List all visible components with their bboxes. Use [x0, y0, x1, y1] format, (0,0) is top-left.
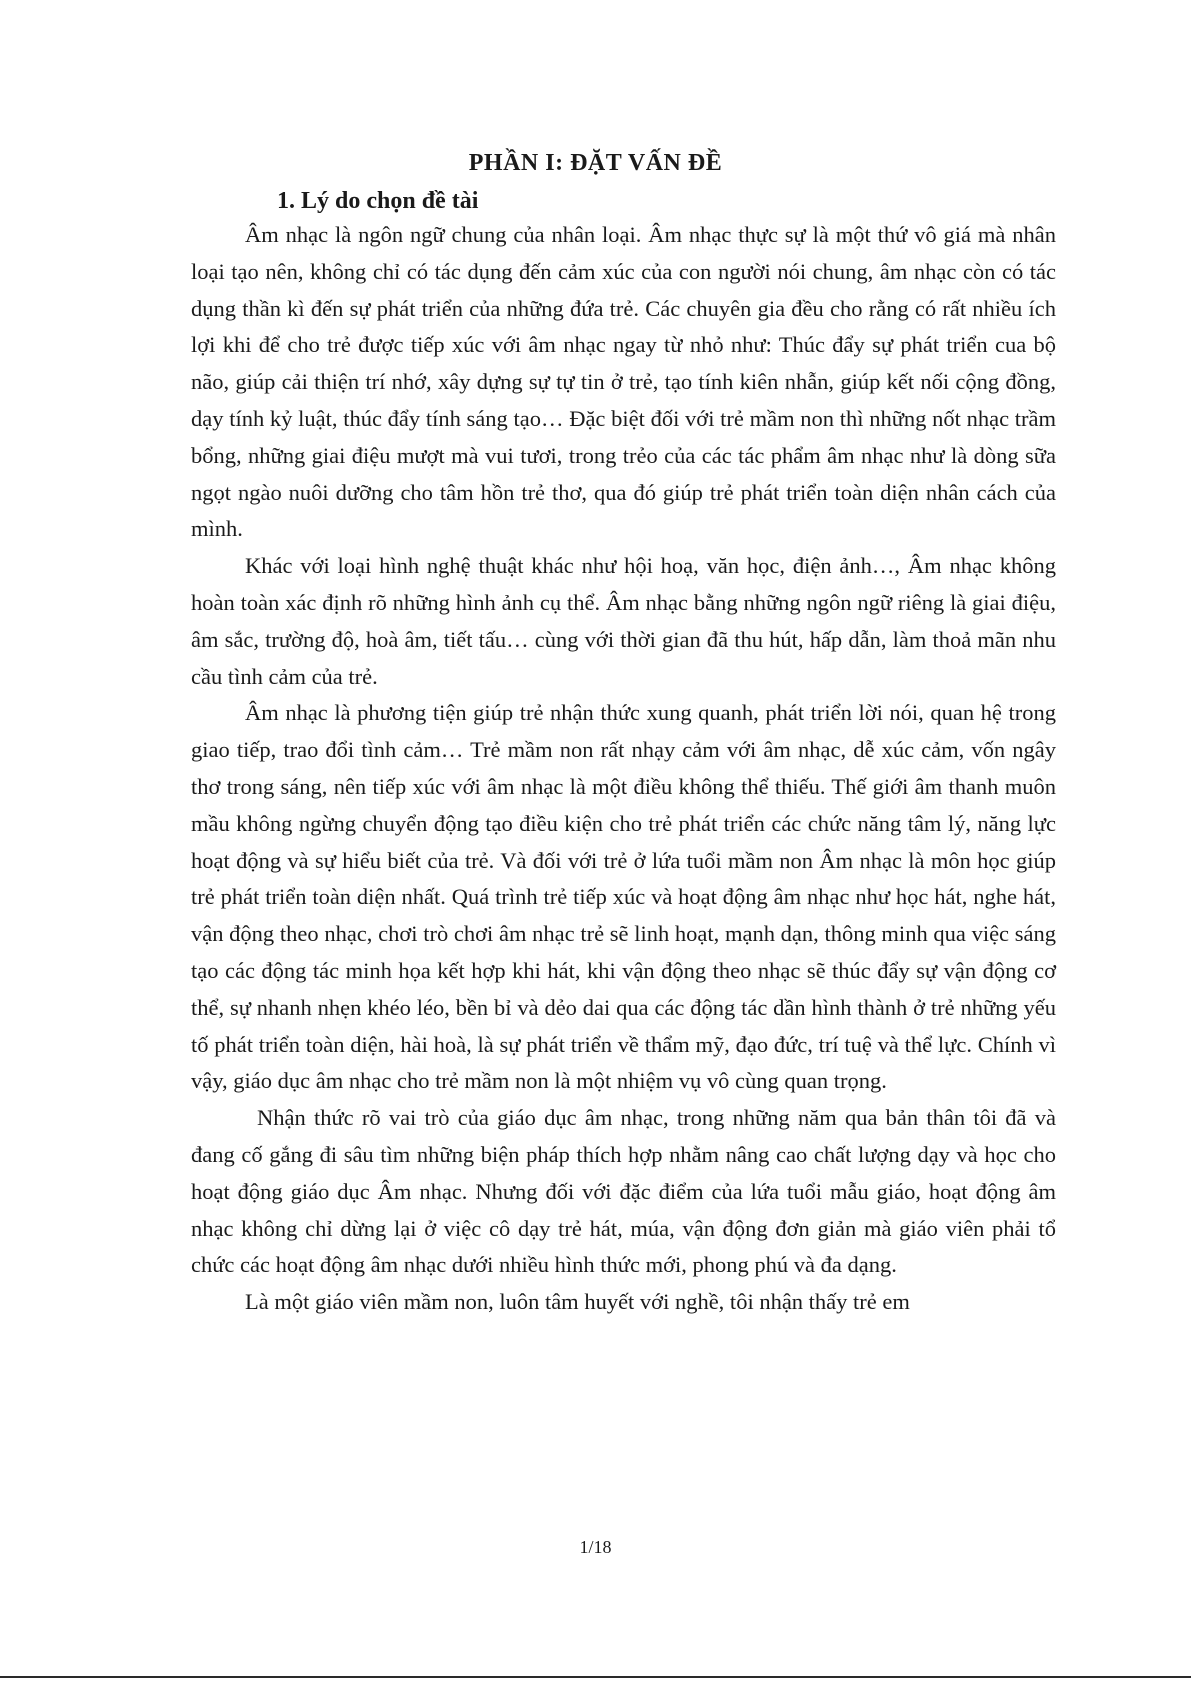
section-title: 1. Lý do chọn đề tài	[277, 188, 479, 214]
body-text	[191, 217, 1056, 1321]
paragraph: Âm nhạc là ngôn ngữ chung của nhân loại. Âm nhạc thực sự là một thứ vô giá mà nhân loại tạo nên, không chỉ có tác dụng đến cảm xúc của con người nói chung, âm nhạc còn có tác dụng thần kì đến sự phát triển của những đứa trẻ. Các chuyên gia đều cho rằng có rất nhiều ích lợi khi để cho trẻ được tiếp xúc với âm nhạc ngay từ nhỏ như: Thúc đẩy sự phát triển cua bộ não, giúp cải thiện trí nhớ, xây dựng sự tự tin ở trẻ, tạo tính kiên nhẫn, giúp kết nối cộng đồng, dạy tính kỷ luật, thúc đẩy tính sáng tạo… Đặc biệt đối với trẻ mầm non thì những nốt nhạc trầm bổng, những giai điệu mượt mà vui tươi, trong trẻo của các tác phẩm âm nhạc như là dòng sữa ngọt ngào nuôi dưỡng cho tâm hồn trẻ thơ, qua đó giúp trẻ phát triển toàn diện nhân cách của mình.	[191, 222, 1056, 542]
paragraph: Là một giáo viên mầm non, luôn tâm huyết với nghề, tôi nhận thấy trẻ em	[245, 1289, 910, 1315]
paragraph: Khác với loại hình nghệ thuật khác như hội hoạ, văn học, điện ảnh…, Âm nhạc không hoàn toàn xác định rõ những hình ảnh cụ thể. Âm nhạc bằng những ngôn ngữ riêng là giai điệu, âm sắc, trường độ, hoà âm, tiết tấu… cùng với thời gian đã thu hút, hấp dẫn, làm thoả mãn nhu cầu tình cảm của trẻ.	[191, 553, 1056, 689]
page-number: 1/18	[579, 1537, 612, 1557]
paragraph: Nhận thức rõ vai trò của giáo dục âm nhạc, trong những năm qua bản thân tôi đã và đang cố gắng đi sâu tìm những biện pháp thích hợp nhằm nâng cao chất lượng dạy và học cho hoạt động giáo dục Âm nhạc. Nhưng đối với đặc điểm của lứa tuổi mẫu giáo, hoạt động âm nhạc không chỉ dừng lại ở việc cô dạy trẻ hát, múa, vận động đơn giản mà giáo viên phải tổ chức các hoạt động âm nhạc dưới nhiều hình thức mới, phong phú và đa dạng.	[191, 1105, 1056, 1278]
bottom-edge-line	[0, 1676, 1191, 1678]
part-heading: PHẦN I: ĐẶT VẤN ĐỀ	[468, 150, 723, 176]
paragraph: Âm nhạc là phương tiện giúp trẻ nhận thức xung quanh, phát triển lời nói, quan hệ trong giao tiếp, trao đổi tình cảm… Trẻ mầm non rất nhạy cảm với âm nhạc, dễ xúc cảm, vốn ngây thơ trong sáng, nên tiếp xúc với âm nhạc là một điều không thể thiếu. Thế giới âm thanh muôn mầu không ngừng chuyển động tạo điều kiện cho trẻ phát triển các chức năng tâm lý, năng lực hoạt động và sự hiểu biết của trẻ. Và đối với trẻ ở lứa tuổi mầm non Âm nhạc là môn học giúp trẻ phát triển toàn diện nhất. Quá trình trẻ tiếp xúc và hoạt động âm nhạc như học hát, nghe hát, vận động theo nhạc, chơi trò chơi âm nhạc trẻ sẽ linh hoạt, mạnh dạn, thông minh qua việc sáng tạo các động tác minh họa kết hợp khi hát, khi vận động theo nhạc sẽ thúc đẩy sự vận động cơ thể, sự nhanh nhẹn khéo léo, bền bỉ và dẻo dai qua các động tác dần hình thành ở trẻ những yếu tố phát triển toàn diện, hài hoà, là sự phát triển về thẩm mỹ, đạo đức, trí tuệ và thể lực. Chính vì vậy, giáo dục âm nhạc cho trẻ mầm non là một nhiệm vụ vô cùng quan trọng.	[191, 700, 1056, 1094]
